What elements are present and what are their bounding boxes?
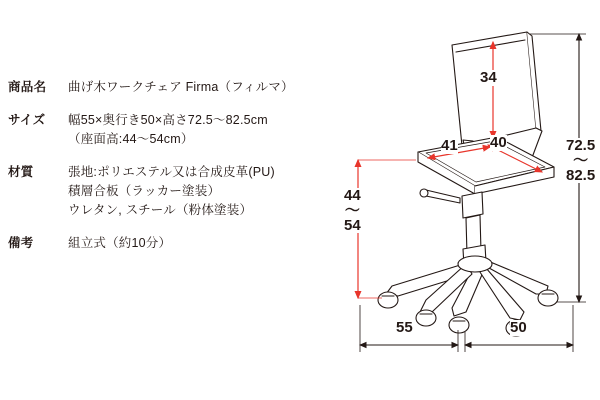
- table-row: [8, 78, 328, 97]
- seat-height-separator: 〜: [344, 202, 360, 219]
- spec-table: [8, 78, 328, 267]
- spec-text: ウレタン, スチール（粉体塗装）: [68, 203, 253, 217]
- spec-text: 曲げ木ワークチェア Firma（フィルマ）: [68, 80, 294, 94]
- dim-label-total-height: [566, 138, 595, 183]
- spec-value-material: [68, 163, 275, 220]
- dim-label-seat-depth: 41: [441, 137, 458, 154]
- table-row: [8, 111, 328, 149]
- total-height-max: 82.5: [566, 167, 596, 184]
- total-height-min: 72.5: [566, 137, 596, 154]
- spec-text: 積層合板（ラッカー塗装）: [68, 184, 221, 198]
- spec-value-remarks: [68, 234, 171, 253]
- spec-text: 組立式（約10分）: [68, 236, 172, 250]
- total-height-separator: 〜: [573, 152, 589, 169]
- spec-text: 張地:ポリエステル又は合成皮革(PU): [68, 165, 275, 179]
- spec-label-material: 材質: [8, 165, 34, 179]
- dim-label-backrest-height: 34: [480, 69, 497, 86]
- dim-label-seat-width: 40: [490, 134, 507, 151]
- spec-value-size: [68, 111, 268, 149]
- spec-label-remarks: 備考: [8, 236, 34, 250]
- table-row: [8, 163, 328, 220]
- spec-text: 幅55×奥行き50×高さ72.5〜82.5cm: [68, 113, 268, 127]
- spec-label-size: サイズ: [8, 113, 46, 127]
- table-row: [8, 234, 328, 253]
- spec-value-product-name: [68, 78, 294, 97]
- dim-label-base-depth: 50: [510, 319, 527, 336]
- seat-height-min: 44: [344, 187, 361, 204]
- seat-height-max: 54: [344, 217, 361, 234]
- spec-text: （座面高:44〜54cm）: [68, 132, 194, 146]
- spec-label-product-name: 商品名: [8, 80, 47, 94]
- chair-line-drawing: [330, 0, 600, 400]
- dim-label-seat-height: [344, 188, 361, 233]
- dim-label-base-width: 55: [396, 319, 413, 336]
- chair-dimension-diagram: [330, 0, 600, 400]
